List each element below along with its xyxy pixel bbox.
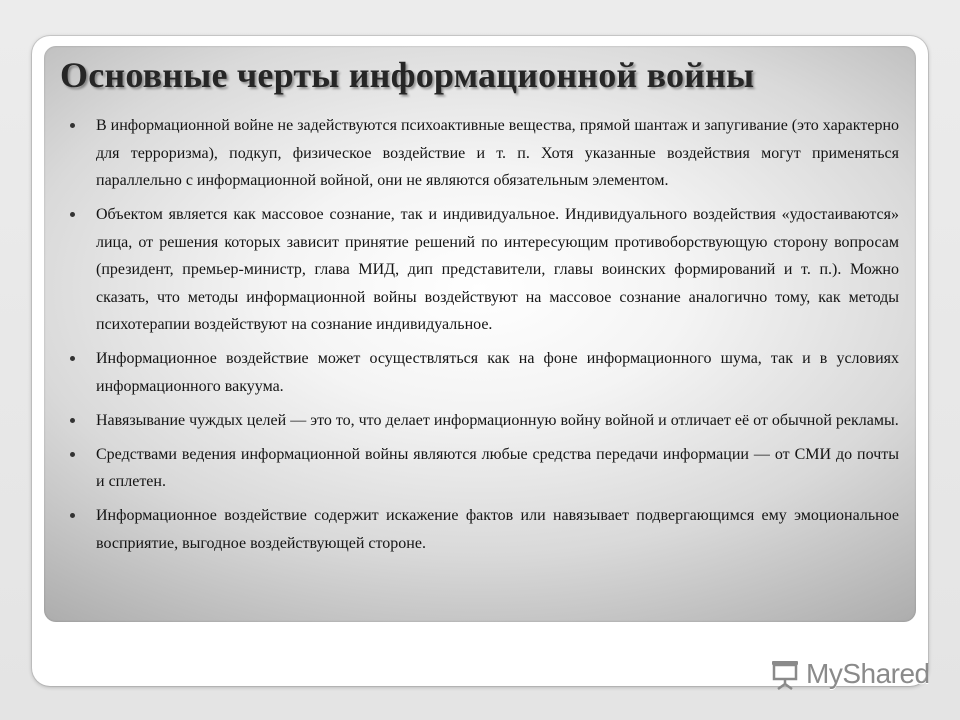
list-item <box>70 407 899 435</box>
bullet-text: Объектом является как массовое сознание, так и индивидуальное. Индивидуального воздействия «удостаиваются» лица, от решения которых зависит принятие решений по интересующим противоборствующую сторону вопросам (президент, премьер-министр, глава МИД, дип представители, главы воинских формирований и т. п.). Можно сказать, что методы информационной войны воздействуют на массовое сознание аналогично тому, как методы психотерапии воздействуют на сознание индивидуальное. <box>96 206 899 333</box>
bullet-text: Навязывание чуждых целей — это то, что делает информационную войну войной и отличает её от обычной рекламы. <box>96 411 899 429</box>
bullet-icon <box>70 418 75 423</box>
list-item <box>70 441 899 496</box>
bullet-text: Средствами ведения информационной войны являются любые средства передачи информации — от СМИ до почты и сплетен. <box>96 445 899 490</box>
bullet-text: Информационное воздействие может осуществляться как на фоне информационного шума, так и в условиях информационного вакуума. <box>96 350 899 395</box>
bullet-icon <box>70 452 75 457</box>
bullet-icon <box>70 513 75 518</box>
bullet-list <box>70 112 899 564</box>
presentation-board-icon <box>768 657 802 691</box>
list-item <box>70 201 899 339</box>
bullet-icon <box>70 212 75 217</box>
list-item <box>70 502 899 557</box>
bullet-text: В информационной войне не задействуются психоактивные вещества, прямой шантаж и запугивание (это характерно для терроризма), подкуп, физическое воздействие и т. п. Хотя указанные воздействия могут применяться параллельно с информационной войной, они не являются обязательным элементом. <box>96 117 899 189</box>
watermark-text: MyShared <box>806 658 930 689</box>
bullet-text: Информационное воздействие содержит искажение фактов или навязывает подвергающимся ему эмоциональное восприятие, выгодное воздействующей стороне. <box>96 507 899 552</box>
bullet-icon <box>70 123 75 128</box>
slide-title: Основные черты информационной войны <box>60 55 755 95</box>
list-item <box>70 112 899 195</box>
watermark-logo <box>768 656 930 692</box>
bullet-icon <box>70 356 75 361</box>
list-item <box>70 345 899 400</box>
